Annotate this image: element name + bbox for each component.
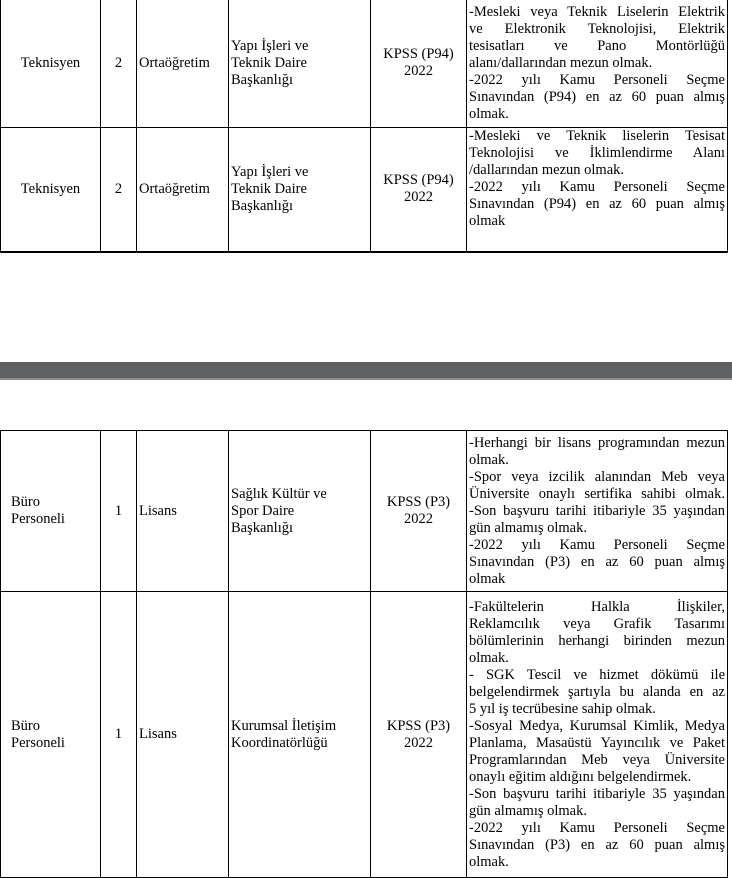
requirement-line: Üniversite onaylı sertifika sahibi olmak.: [469, 485, 725, 502]
requirement-line: gün almamış olmak.: [469, 519, 587, 536]
table-row: [1, 0, 728, 128]
requirement-line: -2022 yılı Kamu Personeli Seçme: [469, 819, 725, 836]
requirement-line: 5 yıl iş tecrübesine sahip olmak.: [469, 700, 656, 717]
requirements: [467, 431, 728, 592]
department-line: Spor Daire: [231, 502, 295, 519]
department-line: Yapı İşleri ve: [231, 37, 309, 54]
requirement-line: -Fakültelerin Halkla İlişkiler,: [469, 598, 725, 615]
requirement-line: olmak.: [469, 649, 509, 666]
position-title-line: Büro: [11, 717, 40, 734]
requirement-line: Sınavından (P3) en az 60 puan almış: [469, 553, 725, 570]
requirement-line: /dallarından mezun olmak.: [469, 162, 625, 178]
exam-name: KPSS (P94): [383, 172, 454, 189]
department: [229, 128, 371, 252]
requirement-line: -Spor veya izcilik alanından Meb veya: [469, 468, 725, 485]
exam-year: 2022: [404, 734, 433, 751]
requirement-line: Sınavından (P94) en az 60 puan almış: [469, 196, 725, 212]
department-line: Teknik Daire: [231, 54, 307, 71]
job-table-bottom: [0, 430, 728, 878]
requirement-line: olmak: [469, 570, 506, 587]
department: [229, 592, 371, 878]
position-title-line: Personeli: [11, 734, 65, 751]
exam-type: [371, 0, 467, 128]
exam-type: [371, 592, 467, 878]
position-title: Teknisyen: [1, 128, 101, 252]
requirement-line: Sınavından (P94) en az 60 puan almış: [469, 88, 725, 105]
requirement-line: -Son başvuru tarihi itibariyle 35 yaşından: [469, 502, 725, 519]
department: [229, 0, 371, 128]
requirement-line: belgelendirmek şartıyla bu alanda en az: [469, 683, 725, 700]
requirement-line: -2022 yılı Kamu Personeli Seçme: [469, 179, 725, 195]
department-line: Başkanlığı: [231, 519, 294, 536]
requirement-line: alanı/dallarından mezun olmak.: [469, 54, 653, 71]
requirement-line: onaylı eğitim aldığını belgelendirmek.: [469, 768, 692, 785]
position-title-line: Personeli: [11, 511, 65, 527]
exam-type: [371, 431, 467, 592]
exam-year: 2022: [404, 189, 433, 206]
requirement-line: gün almamış olmak.: [469, 802, 587, 819]
page-break-divider: [0, 362, 732, 378]
requirement-line: olmak.: [469, 451, 509, 468]
education-level: Lisans: [137, 592, 229, 878]
requirement-line: Teknolojisi ve İklimlendirme Alanı: [469, 145, 725, 161]
exam-type: [371, 128, 467, 252]
education-level: Lisans: [137, 431, 229, 592]
page-break-edge: [0, 378, 732, 380]
exam-year: 2022: [404, 511, 433, 527]
requirement-line: -Herhangi bir lisans programından mezun: [469, 434, 725, 451]
position-title-line: Büro: [11, 494, 40, 510]
department-line: Teknik Daire: [231, 180, 307, 197]
department-line: Koordinatörlüğü: [231, 734, 328, 751]
requirement-line: ve Elektronik Teknolojisi, Elektrik: [469, 20, 725, 37]
requirement-line: Programlarından Meb veya Üniversite: [469, 751, 725, 768]
job-table-top: [0, 0, 728, 253]
position-title: [1, 592, 101, 878]
exam-name: KPSS (P3): [386, 717, 451, 734]
department-line: Sağlık Kültür ve: [231, 485, 327, 502]
position-title: Teknisyen: [1, 0, 101, 128]
requirement-line: - SGK Tescil ve hizmet dökümü ile: [469, 666, 725, 683]
position-count: 2: [101, 0, 137, 128]
position-count: 1: [101, 592, 137, 878]
requirement-line: Reklamcılık veya Grafik Tasarımı: [469, 615, 725, 632]
requirement-line: -Mesleki veya Teknik Liselerin Elektrik: [469, 3, 725, 20]
position-title: [1, 431, 101, 592]
table-row: [1, 592, 728, 878]
requirements: [467, 0, 728, 128]
exam-name: KPSS (P94): [383, 46, 454, 62]
table-row: [1, 128, 728, 252]
requirement-line: -Son başvuru tarihi itibariyle 35 yaşından: [469, 785, 725, 802]
requirements: [467, 128, 728, 252]
requirement-line: olmak.: [469, 853, 509, 870]
requirements: [467, 592, 728, 878]
exam-name: KPSS (P3): [386, 494, 451, 510]
department: [229, 431, 371, 592]
requirement-line: olmak: [469, 213, 506, 229]
position-count: 1: [101, 431, 137, 592]
requirement-line: -2022 yılı Kamu Personeli Seçme: [469, 71, 725, 88]
department-line: Başkanlığı: [231, 71, 294, 88]
table-row: [1, 431, 728, 592]
requirement-line: tesisatları ve Pano Montörlüğü: [469, 37, 725, 54]
department-line: Başkanlığı: [231, 197, 294, 214]
requirement-line: -2022 yılı Kamu Personeli Seçme: [469, 536, 725, 553]
requirement-line: olmak.: [469, 105, 509, 122]
requirement-line: -Sosyal Medya, Kurumsal Kimlik, Medya: [469, 717, 725, 734]
education-level: Ortaöğretim: [137, 0, 229, 128]
department-line: Kurumsal İletişim: [231, 717, 337, 734]
position-count: 2: [101, 128, 137, 252]
requirement-line: -Mesleki ve Teknik liselerin Tesisat: [469, 128, 725, 144]
education-level: Ortaöğretim: [137, 128, 229, 252]
requirement-line: Planlama, Masaüstü Yayıncılık ve Paket: [469, 734, 725, 751]
exam-year: 2022: [404, 63, 433, 79]
requirement-line: Sınavından (P3) en az 60 puan almış: [469, 836, 725, 853]
requirement-line: bölümlerinin herhangi birinden mezun: [469, 632, 725, 649]
department-line: Yapı İşleri ve: [231, 163, 309, 180]
